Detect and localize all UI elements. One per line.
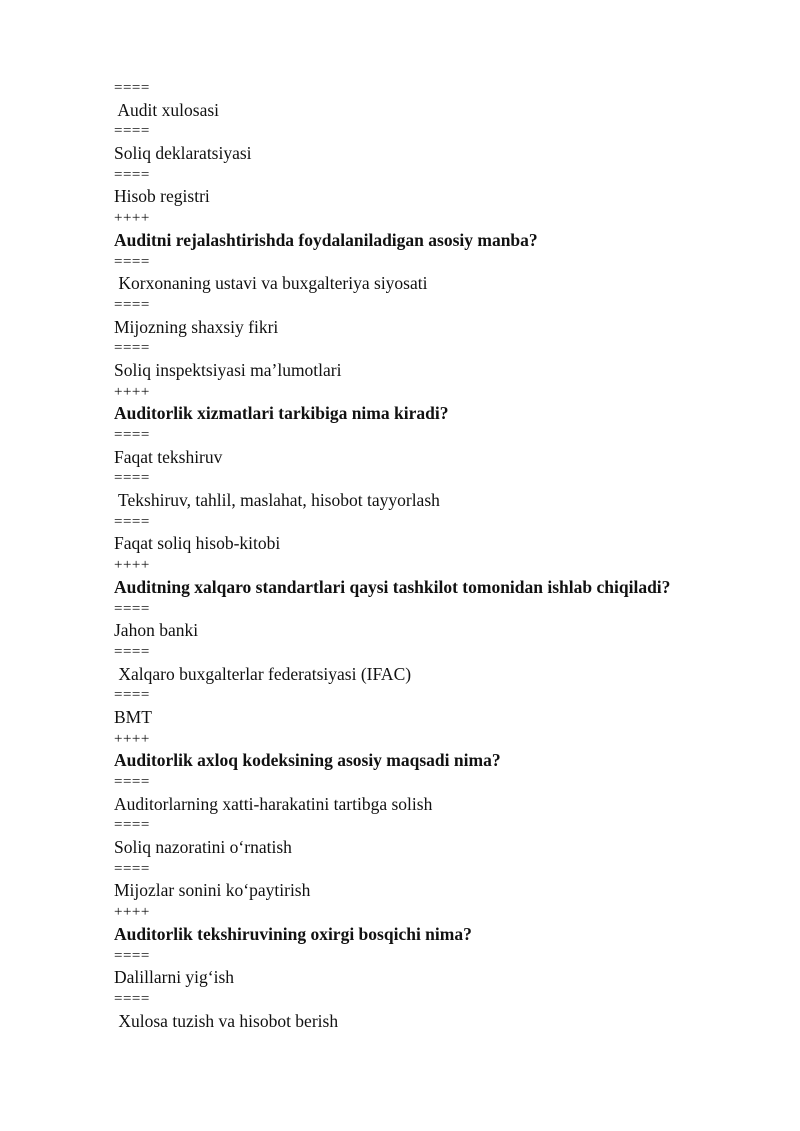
separator-line: ====: [114, 687, 150, 704]
question-text: Auditorlik tekshiruvining oxirgi bosqichi nima?: [114, 923, 472, 944]
separator-line: ====: [114, 817, 150, 834]
separator-line: ====: [114, 947, 150, 964]
answer-option: Soliq deklaratsiyasi: [114, 143, 252, 164]
answer-option: BMT: [114, 706, 152, 727]
separator-line: ====: [114, 166, 150, 183]
separator-line: ====: [114, 296, 150, 313]
answer-option: Faqat soliq hisob-kitobi: [114, 533, 281, 554]
separator-line: ====: [114, 513, 150, 530]
answer-option: Soliq nazoratini o‘rnatish: [114, 837, 292, 858]
question-text: Auditorlik xizmatlari tarkibiga nima kiradi?: [114, 403, 449, 424]
document-page: [114, 78, 754, 1032]
question-marker: ++++: [114, 383, 150, 400]
question-text: Auditorlik axloq kodeksining asosiy maqsadi nima?: [114, 750, 501, 771]
separator-line: ====: [114, 123, 150, 140]
answer-option: Korxonaning ustavi va buxgalteriya siyosati: [114, 273, 428, 294]
answer-option: Mijozning shaxsiy fikri: [114, 316, 279, 337]
answer-option: Xulosa tuzish va hisobot berish: [114, 1010, 339, 1031]
answer-option: Tekshiruv, tahlil, maslahat, hisobot tayyorlash: [114, 490, 440, 511]
answer-option: Audit xulosasi: [114, 99, 220, 120]
question-text: Auditni rejalashtirishda foydalaniladigan asosiy manba?: [114, 229, 538, 250]
answer-option: Faqat tekshiruv: [114, 446, 223, 467]
separator-line: ====: [114, 643, 150, 660]
question-text: Auditning xalqaro standartlari qaysi tashkilot tomonidan ishlab chiqiladi?: [114, 576, 671, 597]
answer-option: Xalqaro buxgalterlar federatsiyasi (IFAC): [114, 663, 412, 684]
answer-option: Jahon banki: [114, 620, 199, 641]
separator-line: ====: [114, 470, 150, 487]
question-marker: ++++: [114, 904, 150, 921]
separator-line: ====: [114, 600, 150, 617]
separator-line: ====: [114, 427, 150, 443]
separator-line: ====: [114, 990, 150, 1007]
answer-option: Hisob registri: [114, 186, 210, 207]
question-marker: ++++: [114, 557, 150, 574]
answer-option: Auditorlarning xatti-harakatini tartibga solish: [114, 793, 433, 814]
separator-line: ====: [114, 340, 150, 357]
separator-line: ====: [114, 80, 150, 96]
separator-line: ====: [114, 253, 150, 270]
answer-option: Soliq inspektsiyasi ma’lumotlari: [114, 359, 342, 380]
question-marker: ++++: [114, 210, 150, 227]
answer-option: Dalillarni yig‘ish: [114, 967, 235, 988]
separator-line: ====: [114, 774, 150, 790]
separator-line: ====: [114, 860, 150, 877]
question-marker: ++++: [114, 730, 150, 747]
answer-option: Mijozlar sonini ko‘paytirish: [114, 880, 311, 901]
